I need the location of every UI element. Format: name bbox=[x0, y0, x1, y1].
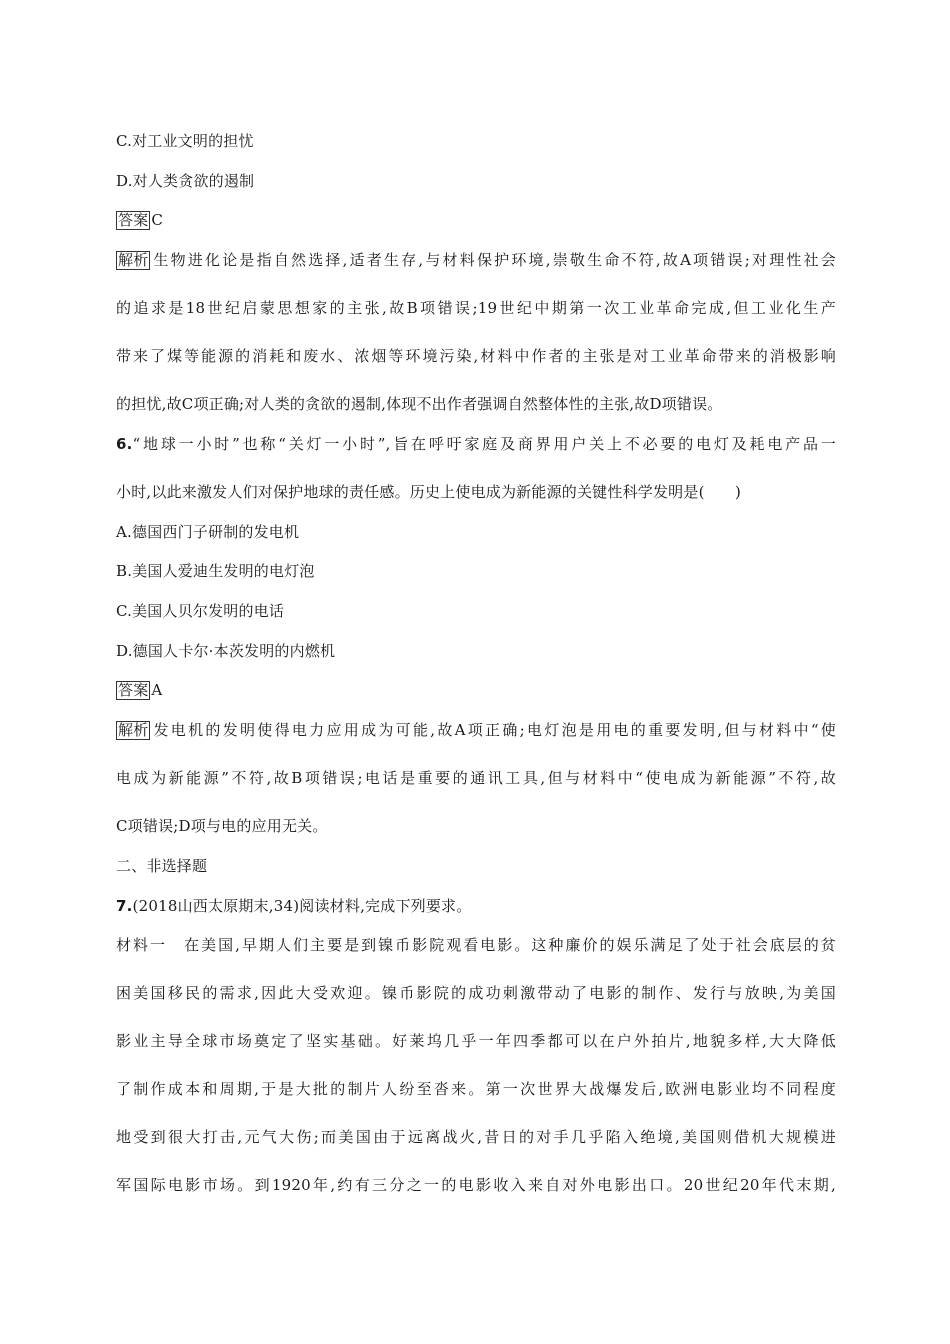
q6-analysis-line-3: C项错误;D项与电的应用无关。 bbox=[116, 817, 328, 835]
q7-material-line-6: 军国际电影市场。到1920年,约有三分之一的电影收入来自对外电影出口。20世纪20年代末期, bbox=[116, 1176, 836, 1194]
q5-analysis-line-2: 的追求是18世纪启蒙思想家的主张,故B项错误;19世纪中期第一次工业革命完成,但工业化生产 bbox=[116, 299, 836, 317]
q6-answer bbox=[116, 680, 836, 700]
analysis-text: 发电机的发明使得电力应用成为可能,故A项正确;电灯泡是用电的重要发明,但与材料中“使 bbox=[151, 721, 836, 739]
q6-option-c: C.美国人贝尔发明的电话 bbox=[116, 602, 285, 620]
q5-analysis-line-3: 带来了煤等能源的消耗和废水、浓烟等环境污染,材料中作者的主张是对工业革命带来的消极影响 bbox=[116, 347, 836, 365]
answer-tag: 答案 bbox=[118, 211, 149, 229]
q5-option-c: C.对工业文明的担忧 bbox=[116, 132, 254, 150]
q5-answer bbox=[116, 210, 836, 230]
answer-value: A bbox=[151, 681, 163, 699]
q7-material-line-2: 困美国移民的需求,因此大受欢迎。镍币影院的成功刺激带动了电影的制作、发行与放映,为美国 bbox=[116, 984, 836, 1002]
q7-stem bbox=[116, 896, 836, 916]
q6-option-a: A.德国西门子研制的发电机 bbox=[116, 523, 300, 541]
q5-analysis-line-1 bbox=[116, 250, 836, 270]
analysis-tag: 解析 bbox=[118, 251, 149, 269]
question-number: 6. bbox=[116, 435, 133, 453]
answer-value: C bbox=[151, 211, 164, 229]
q7-material-line-5: 地受到很大打击,元气大伤;而美国由于远离战火,昔日的对手几乎陷入绝境,美国则借机大规模进 bbox=[116, 1128, 836, 1146]
analysis-text: 生物进化论是指自然选择,适者生存,与材料保护环境,崇敬生命不符,故A项错误;对理性社会 bbox=[151, 251, 836, 269]
question-number: 7. bbox=[116, 897, 133, 915]
analysis-tag: 解析 bbox=[118, 721, 149, 739]
section-title: 二、非选择题 bbox=[116, 857, 208, 875]
q5-analysis-line-4: 的担忧,故C项正确;对人类的贪欲的遏制,体现不出作者强调自然整体性的主张,故D项错误。 bbox=[116, 395, 723, 413]
q7-material-line-1: 材料一 在美国,早期人们主要是到镍币影院观看电影。这种廉价的娱乐满足了处于社会底层的贫 bbox=[116, 936, 836, 954]
q6-stem-line-2: 小时,以此来激发人们对保护地球的责任感。历史上使电成为新能源的关键性科学发明是( ) bbox=[116, 483, 742, 501]
q6-analysis-line-2: 电成为新能源”不符,故B项错误;电话是重要的通讯工具,但与材料中“使电成为新能源”不符,故 bbox=[116, 769, 836, 787]
q6-option-b: B.美国人爱迪生发明的电灯泡 bbox=[116, 562, 315, 580]
q6-stem-line-1 bbox=[116, 434, 836, 454]
q7-material-line-4: 了制作成本和周期,于是大批的制片人纷至沓来。第一次世界大战爆发后,欧洲电影业均不同程度 bbox=[116, 1080, 836, 1098]
q6-option-d: D.德国人卡尔·本茨发明的内燃机 bbox=[116, 642, 336, 660]
question-stem: (2018山西太原期末,34)阅读材料,完成下列要求。 bbox=[132, 897, 472, 915]
q5-option-d: D.对人类贪欲的遏制 bbox=[116, 172, 255, 190]
answer-tag: 答案 bbox=[118, 681, 149, 699]
q6-analysis-line-1 bbox=[116, 720, 836, 740]
question-stem: “地球一小时”也称“关灯一小时”,旨在呼吁家庭及商界用户关上不必要的电灯及耗电产品一 bbox=[132, 435, 836, 453]
q7-material-line-3: 影业主导全球市场奠定了坚实基础。好莱坞几乎一年四季都可以在户外拍片,地貌多样,大大降低 bbox=[116, 1032, 836, 1050]
